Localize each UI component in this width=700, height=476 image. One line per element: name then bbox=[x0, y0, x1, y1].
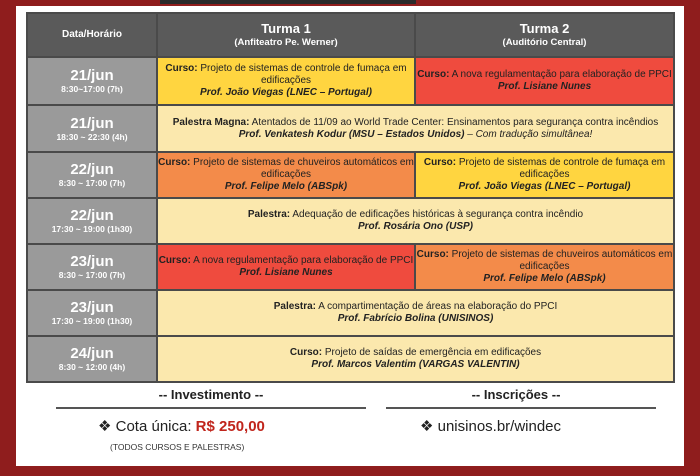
session-speaker: Prof. Marcos Valentim (VARGAS VALENTIN) bbox=[311, 359, 520, 370]
date-day: 21/jun bbox=[70, 114, 114, 132]
registration-title: -- Inscrições -- bbox=[471, 387, 561, 402]
session-cell bbox=[157, 244, 415, 290]
session-speaker-line bbox=[158, 129, 673, 141]
date-time: 8:30 ~ 12:00 (4h) bbox=[58, 362, 126, 372]
session-title: Projeto de sistemas de chuveiros automáticos em edificações bbox=[448, 249, 673, 272]
session-label: Palestra: bbox=[273, 301, 316, 312]
date-cell bbox=[27, 244, 157, 290]
top-decorative-bar bbox=[160, 0, 416, 4]
date-cell bbox=[27, 152, 157, 198]
session-speaker: Prof. Venkatesh Kodur (MSU – Estados Unidos) bbox=[238, 128, 465, 140]
session-cell-full bbox=[157, 290, 674, 336]
session-title: Adequação de edificações históricas à segurança contra incêndio bbox=[290, 209, 584, 220]
date-day: 24/jun bbox=[70, 345, 114, 362]
session-cell bbox=[415, 57, 674, 105]
date-time: 17:30 ~ 19:00 (1h30) bbox=[51, 224, 133, 234]
session-title: A compartimentação de áreas na elaboração do PPCI bbox=[315, 301, 558, 312]
session-label: Curso: bbox=[423, 157, 457, 168]
session-cell bbox=[415, 152, 674, 198]
turma1-header bbox=[157, 13, 415, 57]
session-cell bbox=[415, 244, 674, 290]
session-title: Projeto de saídas de emergência em edificações bbox=[322, 347, 542, 358]
table-row bbox=[27, 198, 674, 244]
session-speaker: Prof. Lisiane Nunes bbox=[497, 81, 592, 92]
session-title: A nova regulamentação para elaboração de PPCI bbox=[190, 255, 414, 266]
table-row bbox=[27, 290, 674, 336]
table-row bbox=[27, 57, 674, 105]
table-row bbox=[27, 152, 674, 198]
session-title: Projeto de sistemas de controle de fumaça em edificações bbox=[456, 157, 666, 180]
investment-note: (TODOS CURSOS E PALESTRAS) bbox=[110, 442, 245, 452]
session-speaker: Prof. João Viegas (LNEC – Portugal) bbox=[200, 87, 372, 98]
session-cell-full bbox=[157, 336, 674, 382]
session-label: Palestra: bbox=[247, 209, 291, 220]
session-cell bbox=[157, 57, 415, 105]
investment-divider bbox=[56, 407, 366, 409]
investment-title: -- Investimento -- bbox=[158, 387, 264, 402]
session-label: Curso: bbox=[416, 249, 449, 260]
table-row bbox=[27, 105, 674, 152]
table-row bbox=[27, 244, 674, 290]
session-note: – Com tradução simultânea! bbox=[464, 128, 593, 140]
date-column-header: Data/Horário bbox=[27, 13, 157, 57]
session-cell-full bbox=[157, 105, 674, 152]
session-label: Curso: bbox=[165, 63, 198, 74]
session-label: Curso: bbox=[289, 347, 323, 358]
price-value: R$ 250,00 bbox=[195, 418, 265, 435]
session-title: Atentados de 11/09 ao World Trade Center: Ensinamentos para segurança contra incêndios bbox=[249, 116, 659, 128]
session-label: Curso: bbox=[158, 255, 191, 266]
price-label: Cota única: bbox=[115, 418, 196, 435]
date-day: 23/jun bbox=[70, 299, 114, 316]
session-speaker: Prof. Felipe Melo (ABSpk) bbox=[224, 181, 348, 192]
date-day: 22/jun bbox=[70, 207, 114, 224]
date-day: 21/jun bbox=[70, 67, 114, 84]
session-speaker: Prof. Felipe Melo (ABSpk) bbox=[483, 273, 606, 284]
header-row bbox=[27, 13, 674, 57]
date-day: 23/jun bbox=[70, 253, 114, 270]
diamond-bullet-icon: ❖ bbox=[420, 418, 434, 435]
turma2-subtitle: (Auditório Central) bbox=[502, 37, 587, 48]
session-title: Projeto de sistemas de chuveiros automáticos em edificações bbox=[190, 157, 414, 180]
schedule-table bbox=[26, 12, 675, 383]
turma1-title: Turma 1 bbox=[261, 21, 311, 36]
date-time: 8:30 ~ 17:00 (7h) bbox=[58, 178, 126, 188]
session-label: Curso: bbox=[417, 69, 450, 80]
session-label: Palestra Magna: bbox=[172, 116, 250, 128]
schedule-panel bbox=[16, 6, 684, 466]
diamond-bullet-icon: ❖ bbox=[98, 418, 112, 435]
turma2-header bbox=[415, 13, 674, 57]
registration-divider bbox=[386, 407, 656, 409]
session-title: A nova regulamentação para elaboração de PPCI bbox=[449, 69, 672, 80]
turma2-title: Turma 2 bbox=[519, 21, 570, 36]
session-label: Curso: bbox=[158, 157, 191, 168]
date-cell bbox=[27, 198, 157, 244]
table-row bbox=[27, 336, 674, 382]
session-speaker: Prof. João Viegas (LNEC – Portugal) bbox=[458, 181, 631, 192]
registration-line bbox=[420, 417, 561, 435]
session-title: Projeto de sistemas de controle de fumaça em edificações bbox=[197, 63, 407, 86]
session-speaker: Prof. Fabrício Bolina (UNISINOS) bbox=[337, 313, 494, 324]
date-cell bbox=[27, 105, 157, 152]
date-cell bbox=[27, 290, 157, 336]
date-cell bbox=[27, 57, 157, 105]
date-day: 22/jun bbox=[70, 161, 114, 178]
registration-url[interactable]: unisinos.br/windec bbox=[437, 418, 562, 435]
investment-line bbox=[98, 417, 265, 435]
session-cell-full bbox=[157, 198, 674, 244]
date-time: 8:30 ~ 17:00 (7h) bbox=[58, 270, 126, 280]
turma1-subtitle: (Anfiteatro Pe. Werner) bbox=[234, 37, 338, 48]
session-cell bbox=[157, 152, 415, 198]
date-time: 17:30 ~ 19:00 (1h30) bbox=[51, 316, 133, 326]
date-cell bbox=[27, 336, 157, 382]
session-speaker: Prof. Rosária Ono (USP) bbox=[357, 221, 473, 232]
date-time: 8:30~17:00 (7h) bbox=[61, 84, 123, 94]
date-time: 18:30 ~ 22:30 (4h) bbox=[56, 131, 128, 142]
session-speaker: Prof. Lisiane Nunes bbox=[239, 267, 333, 278]
